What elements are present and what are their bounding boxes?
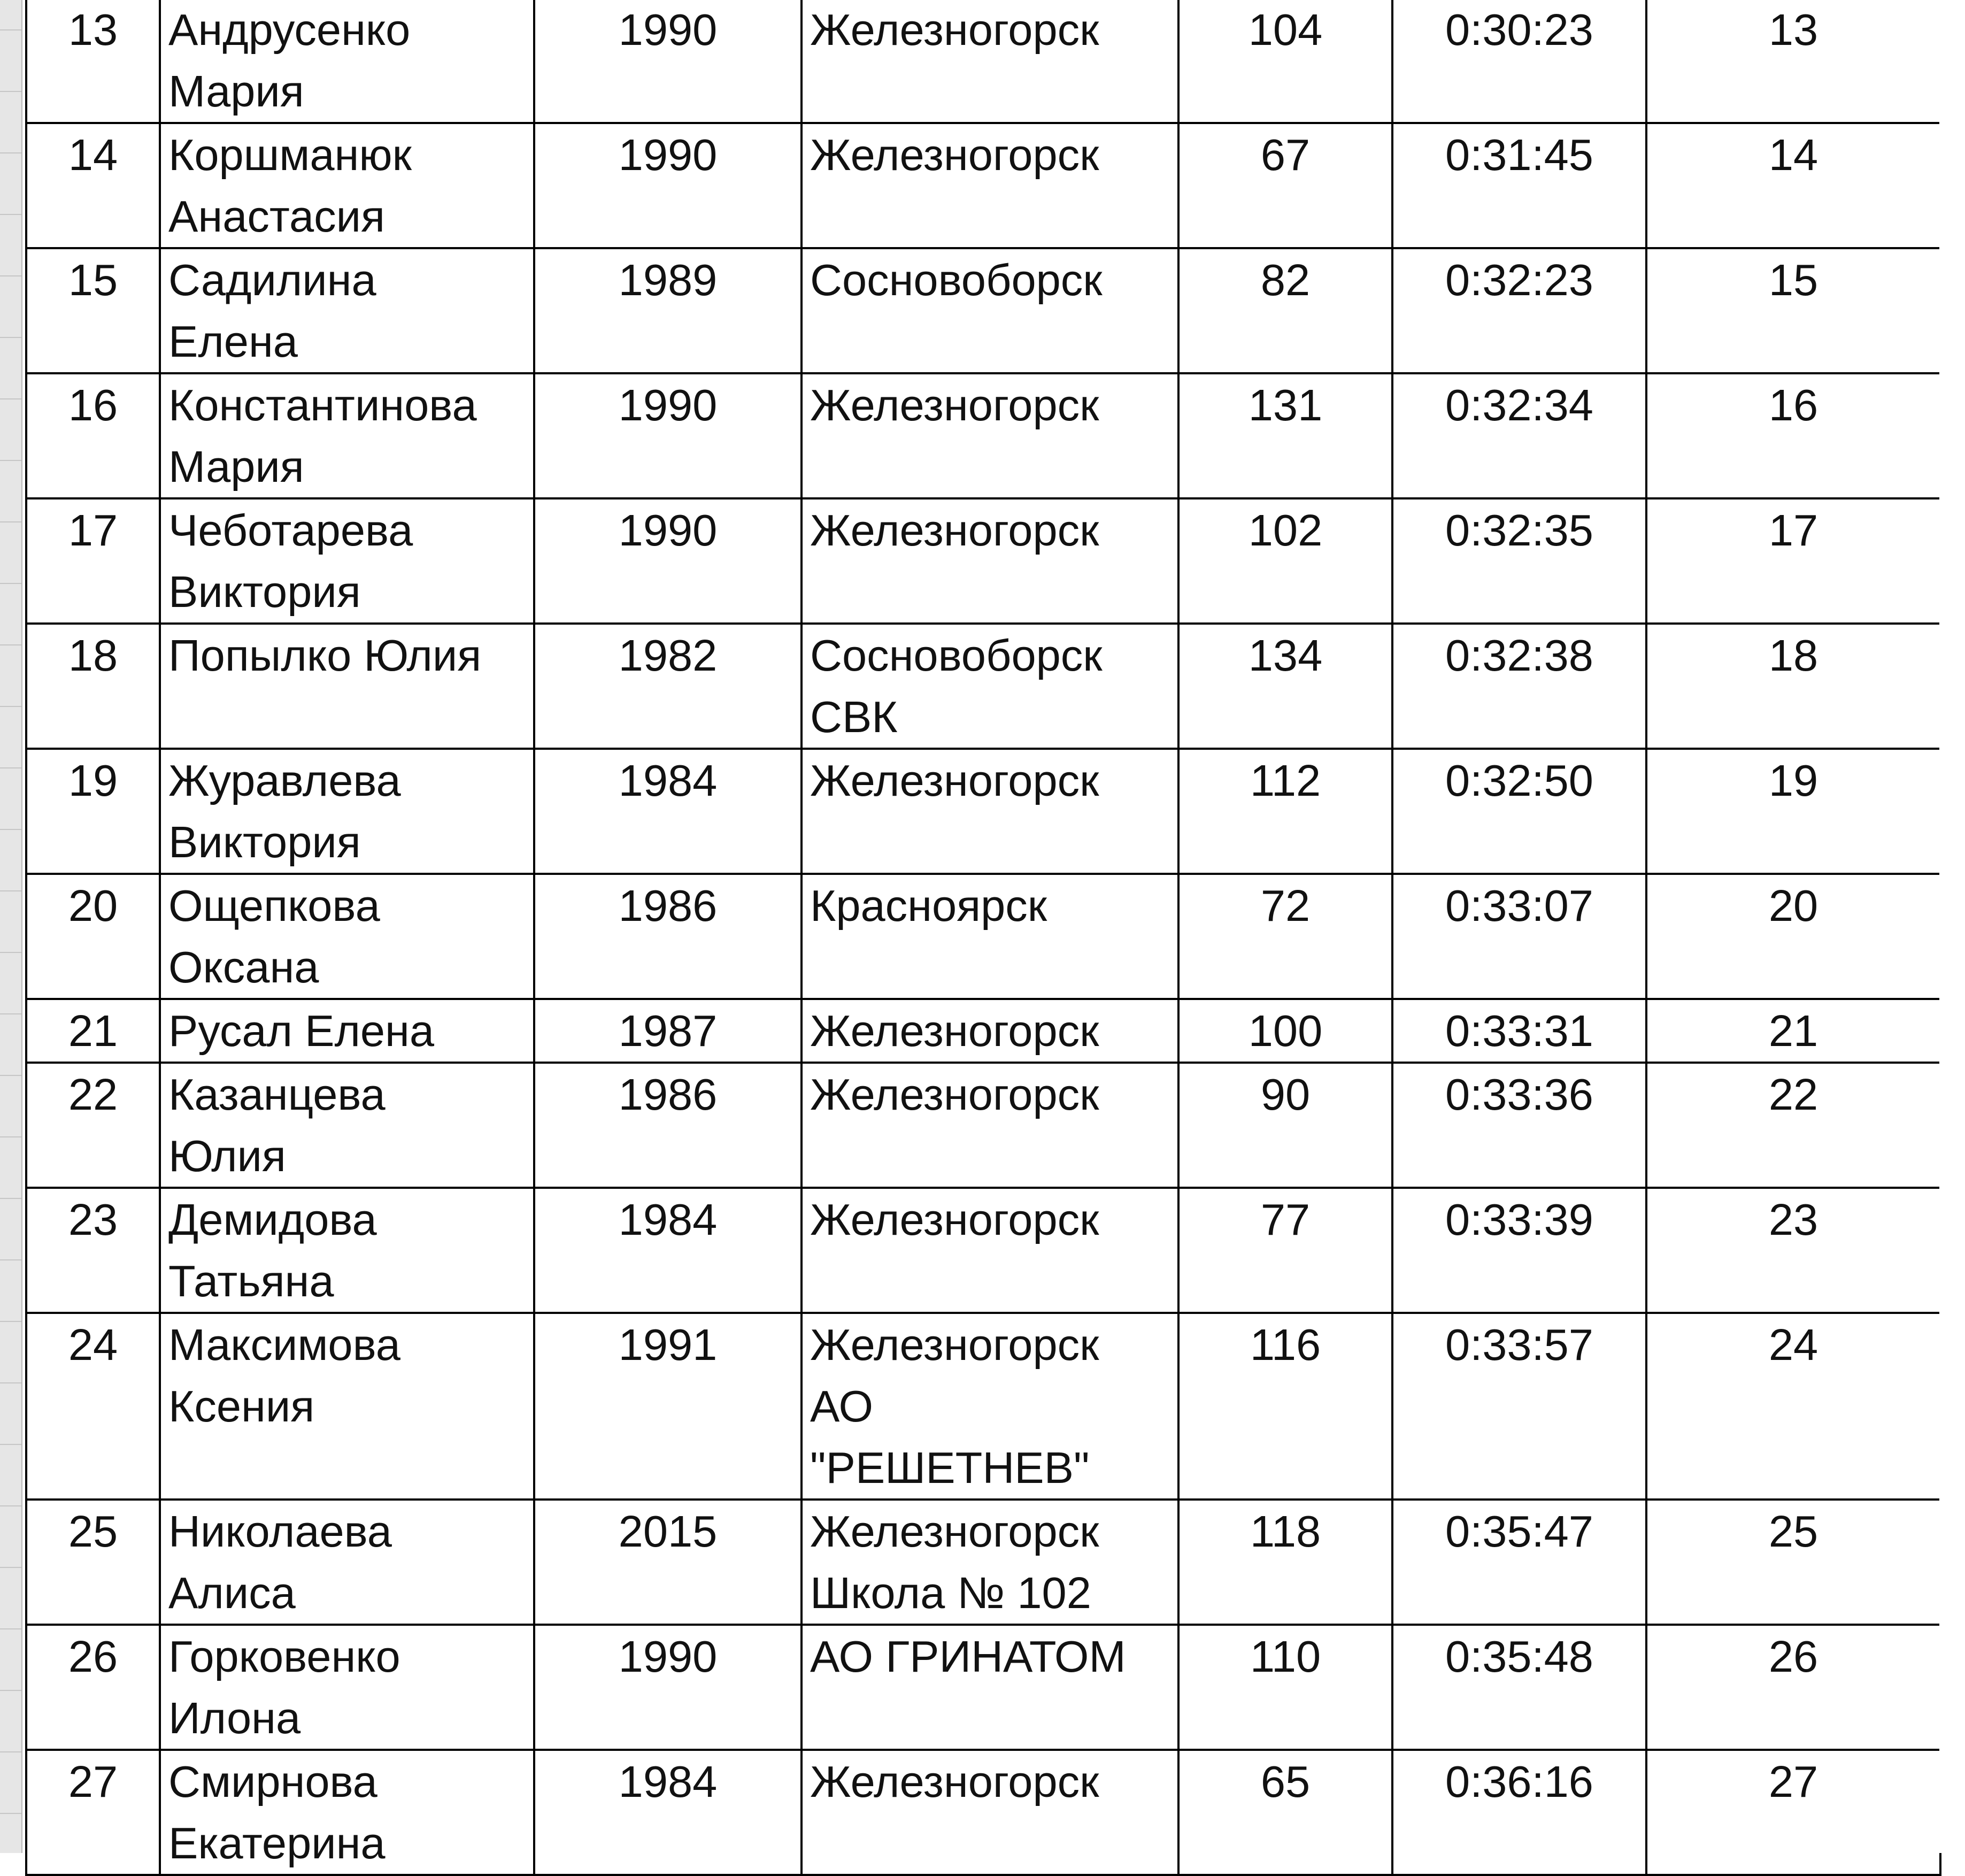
bib-number-cell[interactable]: 77	[1178, 1188, 1392, 1313]
participant-number-cell[interactable]: 13	[26, 0, 160, 123]
row-header-divider	[0, 1567, 21, 1568]
participant-number-cell[interactable]: 16	[26, 373, 160, 498]
participant-name-cell-line: Илона	[168, 1693, 301, 1743]
place-cell[interactable]: 21	[1646, 999, 1940, 1063]
row-header-divider	[0, 1321, 21, 1322]
place-cell[interactable]: 14	[1646, 123, 1940, 248]
place-cell[interactable]: 18	[1646, 624, 1940, 749]
table-row	[26, 749, 1940, 874]
bib-number-cell[interactable]: 131	[1178, 373, 1392, 498]
finish-time-cell[interactable]: 0:33:57	[1392, 1313, 1646, 1500]
participant-name-cell-line: Алиса	[168, 1568, 296, 1618]
bib-number-cell[interactable]: 110	[1178, 1625, 1392, 1750]
row-header-divider	[0, 337, 21, 338]
participant-name-cell[interactable]	[160, 1188, 534, 1313]
participant-name-cell-line: Смирнова	[168, 1757, 377, 1806]
bib-number-cell[interactable]: 100	[1178, 999, 1392, 1063]
city-team-cell[interactable]	[802, 624, 1178, 749]
city-team-cell-line: Железногорск	[810, 5, 1099, 55]
row-header-divider	[0, 829, 21, 830]
finish-time-cell[interactable]: 0:32:35	[1392, 498, 1646, 624]
city-team-cell-line: Железногорск	[810, 1195, 1099, 1244]
bib-number-cell[interactable]: 116	[1178, 1313, 1392, 1500]
birth-year-cell[interactable]: 2015	[534, 1500, 802, 1625]
bib-number-cell[interactable]: 90	[1178, 1063, 1392, 1188]
place-cell[interactable]: 15	[1646, 248, 1940, 373]
participant-number-cell[interactable]: 21	[26, 999, 160, 1063]
table-row	[26, 0, 1940, 123]
city-team-cell-line: Железногорск	[810, 1757, 1099, 1806]
place-cell[interactable]: 24	[1646, 1313, 1940, 1500]
finish-time-cell[interactable]: 0:32:23	[1392, 248, 1646, 373]
bib-number-cell[interactable]: 118	[1178, 1500, 1392, 1625]
city-team-cell[interactable]	[802, 874, 1178, 999]
city-team-cell-line: Железногорск	[810, 1006, 1099, 1056]
participant-name-cell[interactable]	[160, 123, 534, 248]
table-row	[26, 1188, 1940, 1313]
participant-name-cell-line: Казанцева	[168, 1070, 386, 1119]
birth-year-cell[interactable]: 1984	[534, 1750, 802, 1875]
table-row	[26, 999, 1940, 1063]
birth-year-cell[interactable]: 1984	[534, 749, 802, 874]
place-cell[interactable]: 22	[1646, 1063, 1940, 1188]
row-header-divider	[0, 1751, 21, 1752]
birth-year-cell[interactable]: 1990	[534, 498, 802, 624]
finish-time-cell[interactable]: 0:32:34	[1392, 373, 1646, 498]
city-team-cell[interactable]	[802, 373, 1178, 498]
participant-name-cell-line: Юлия	[168, 1131, 286, 1181]
participant-number-cell[interactable]: 17	[26, 498, 160, 624]
participant-name-cell-line: Демидова	[168, 1195, 377, 1244]
participant-name-cell-line: Николаева	[168, 1506, 392, 1556]
table-row	[26, 1063, 1940, 1188]
participant-name-cell-line: Попылко Юлия	[168, 631, 482, 680]
row-header-divider	[0, 1259, 21, 1260]
city-team-cell-line: Железногорск	[810, 505, 1099, 555]
city-team-cell[interactable]	[802, 749, 1178, 874]
city-team-cell[interactable]	[802, 1063, 1178, 1188]
birth-year-cell[interactable]: 1984	[534, 1188, 802, 1313]
bib-number-cell[interactable]: 134	[1178, 624, 1392, 749]
row-header-divider	[0, 1382, 21, 1383]
table-row	[26, 1750, 1940, 1875]
birth-year-cell[interactable]: 1986	[534, 874, 802, 999]
participant-name-cell-line: Ксения	[168, 1381, 315, 1431]
spreadsheet-grid	[25, 0, 1939, 1876]
participant-name-cell[interactable]	[160, 1313, 534, 1500]
place-cell[interactable]: 20	[1646, 874, 1940, 999]
participant-name-cell[interactable]	[160, 1063, 534, 1188]
place-cell[interactable]: 23	[1646, 1188, 1940, 1313]
city-team-cell-line: Железногорск	[810, 756, 1099, 805]
row-header-divider	[0, 890, 21, 891]
participant-name-cell[interactable]	[160, 624, 534, 749]
birth-year-cell[interactable]: 1990	[534, 0, 802, 123]
city-team-cell[interactable]	[802, 0, 1178, 123]
finish-time-cell[interactable]: 0:35:47	[1392, 1500, 1646, 1625]
city-team-cell-line: Железногорск	[810, 1506, 1099, 1556]
row-header-divider	[0, 29, 21, 30]
row-header-divider	[0, 91, 21, 92]
participant-name-cell[interactable]	[160, 0, 534, 123]
row-header-divider	[0, 1198, 21, 1199]
city-team-cell[interactable]	[802, 1625, 1178, 1750]
participant-number-cell[interactable]: 15	[26, 248, 160, 373]
bib-number-cell[interactable]: 72	[1178, 874, 1392, 999]
table-row	[26, 624, 1940, 749]
row-header-divider	[0, 214, 21, 215]
birth-year-cell[interactable]: 1989	[534, 248, 802, 373]
city-team-cell[interactable]	[802, 498, 1178, 624]
table-row	[26, 123, 1940, 248]
table-row	[26, 373, 1940, 498]
participant-name-cell-line: Садилина	[168, 255, 376, 305]
birth-year-cell[interactable]: 1982	[534, 624, 802, 749]
participant-name-cell-line: Максимова	[168, 1320, 400, 1370]
finish-time-cell[interactable]: 0:32:50	[1392, 749, 1646, 874]
participant-name-cell-line: Татьяна	[168, 1256, 334, 1306]
finish-time-cell[interactable]: 0:33:07	[1392, 874, 1646, 999]
finish-time-cell[interactable]: 0:33:31	[1392, 999, 1646, 1063]
row-header-divider	[0, 644, 21, 645]
participant-name-cell-line: Елена	[168, 317, 298, 366]
row-header-divider	[0, 1813, 21, 1814]
finish-time-cell[interactable]: 0:31:45	[1392, 123, 1646, 248]
row-header-divider	[0, 521, 21, 522]
participant-number-cell[interactable]: 14	[26, 123, 160, 248]
city-team-cell[interactable]	[802, 248, 1178, 373]
participant-name-cell[interactable]	[160, 1500, 534, 1625]
finish-time-cell[interactable]: 0:32:38	[1392, 624, 1646, 749]
row-header-divider	[0, 152, 21, 153]
table-row	[26, 498, 1940, 624]
birth-year-cell[interactable]: 1990	[534, 123, 802, 248]
city-team-cell-line: СВК	[810, 692, 898, 742]
participant-name-cell[interactable]	[160, 749, 534, 874]
participant-name-cell-line: Виктория	[168, 567, 361, 617]
results-table-body	[26, 0, 1940, 1875]
city-team-cell-line: Железногорск	[810, 380, 1099, 430]
city-team-cell-line: Железногорск	[810, 130, 1099, 180]
row-header-divider	[0, 1505, 21, 1506]
participant-name-cell-line: Коршманюк	[168, 130, 412, 180]
participant-name-cell-line: Андрусенко	[168, 5, 411, 55]
birth-year-cell[interactable]: 1986	[534, 1063, 802, 1188]
city-team-cell[interactable]	[802, 1750, 1178, 1875]
row-header-divider	[0, 1628, 21, 1629]
participant-name-cell-line: Анастасия	[168, 191, 385, 241]
city-team-cell-line: Красноярск	[810, 881, 1047, 931]
place-cell[interactable]: 19	[1646, 749, 1940, 874]
row-header-divider	[0, 275, 21, 276]
participant-name-cell[interactable]	[160, 874, 534, 999]
city-team-cell-line: АО	[810, 1381, 874, 1431]
bib-number-cell[interactable]: 112	[1178, 749, 1392, 874]
bib-number-cell[interactable]: 65	[1178, 1750, 1392, 1875]
finish-time-cell[interactable]: 0:30:23	[1392, 0, 1646, 123]
finish-time-cell[interactable]: 0:33:39	[1392, 1188, 1646, 1313]
participant-name-cell-line: Мария	[168, 66, 304, 116]
city-team-cell-line: Железногорск	[810, 1070, 1099, 1119]
row-header-divider	[0, 1075, 21, 1076]
city-team-cell-line: Школа № 102	[810, 1568, 1091, 1618]
city-team-cell[interactable]	[802, 1313, 1178, 1500]
row-header-divider	[0, 706, 21, 707]
row-header-divider	[0, 398, 21, 399]
city-team-cell[interactable]	[802, 1500, 1178, 1625]
participant-number-cell[interactable]: 27	[26, 1750, 160, 1875]
participant-number-cell[interactable]: 25	[26, 1500, 160, 1625]
place-cell[interactable]: 26	[1646, 1625, 1940, 1750]
bib-number-cell[interactable]: 104	[1178, 0, 1392, 123]
bib-number-cell[interactable]: 102	[1178, 498, 1392, 624]
finish-time-cell[interactable]: 0:33:36	[1392, 1063, 1646, 1188]
participant-name-cell-line: Русал Елена	[168, 1006, 435, 1056]
participant-name-cell[interactable]	[160, 1625, 534, 1750]
city-team-cell[interactable]	[802, 123, 1178, 248]
bib-number-cell[interactable]: 67	[1178, 123, 1392, 248]
city-team-cell-line: Сосновоборск	[810, 255, 1103, 305]
row-header-divider	[0, 1444, 21, 1445]
table-row	[26, 1625, 1940, 1750]
birth-year-cell[interactable]: 1990	[534, 1625, 802, 1750]
city-team-cell[interactable]	[802, 999, 1178, 1063]
row-header-gutter	[0, 0, 22, 1853]
place-cell[interactable]: 17	[1646, 498, 1940, 624]
participant-name-cell-line: Ощепкова	[168, 881, 380, 931]
row-header-divider	[0, 583, 21, 584]
participant-name-cell[interactable]	[160, 999, 534, 1063]
participant-name-cell[interactable]	[160, 248, 534, 373]
place-cell[interactable]: 13	[1646, 0, 1940, 123]
bib-number-cell[interactable]: 82	[1178, 248, 1392, 373]
row-header-divider	[0, 767, 21, 768]
participant-number-cell[interactable]: 20	[26, 874, 160, 999]
participant-number-cell[interactable]: 24	[26, 1313, 160, 1500]
row-header-divider	[0, 952, 21, 953]
table-row	[26, 1313, 1940, 1500]
participant-name-cell-line: Оксана	[168, 942, 319, 992]
results-table	[25, 0, 1941, 1876]
city-team-cell-line: "РЕШЕТНЕВ"	[810, 1443, 1090, 1493]
participant-number-cell[interactable]: 23	[26, 1188, 160, 1313]
row-header-divider	[0, 1136, 21, 1137]
table-row	[26, 248, 1940, 373]
participant-number-cell[interactable]: 22	[26, 1063, 160, 1188]
participant-number-cell[interactable]: 19	[26, 749, 160, 874]
place-cell[interactable]: 16	[1646, 373, 1940, 498]
participant-name-cell-line: Мария	[168, 442, 304, 491]
city-team-cell-line: АО ГРИНАТОМ	[810, 1632, 1126, 1681]
row-header-divider	[0, 1690, 21, 1691]
row-header-divider	[0, 1013, 21, 1014]
finish-time-cell[interactable]: 0:35:48	[1392, 1625, 1646, 1750]
place-cell[interactable]: 25	[1646, 1500, 1940, 1625]
sheet-right-margin	[1939, 0, 1965, 1853]
table-row	[26, 1500, 1940, 1625]
place-cell[interactable]: 27	[1646, 1750, 1940, 1875]
table-row	[26, 874, 1940, 999]
participant-name-cell-line: Чеботарева	[168, 505, 413, 555]
finish-time-cell[interactable]: 0:36:16	[1392, 1750, 1646, 1875]
participant-name-cell-line: Журавлева	[168, 756, 401, 805]
city-team-cell-line: Железногорск	[810, 1320, 1099, 1370]
participant-number-cell[interactable]: 26	[26, 1625, 160, 1750]
participant-name-cell-line: Екатерина	[168, 1818, 386, 1868]
participant-name-cell-line: Горковенко	[168, 1632, 400, 1681]
participant-name-cell[interactable]	[160, 498, 534, 624]
participant-name-cell[interactable]	[160, 373, 534, 498]
city-team-cell-line: Сосновоборск	[810, 631, 1103, 680]
participant-name-cell[interactable]	[160, 1750, 534, 1875]
participant-number-cell[interactable]: 18	[26, 624, 160, 749]
participant-name-cell-line: Константинова	[168, 380, 477, 430]
row-header-divider	[0, 460, 21, 461]
participant-name-cell-line: Виктория	[168, 817, 361, 867]
birth-year-cell[interactable]: 1987	[534, 999, 802, 1063]
birth-year-cell[interactable]: 1990	[534, 373, 802, 498]
birth-year-cell[interactable]: 1991	[534, 1313, 802, 1500]
city-team-cell[interactable]	[802, 1188, 1178, 1313]
